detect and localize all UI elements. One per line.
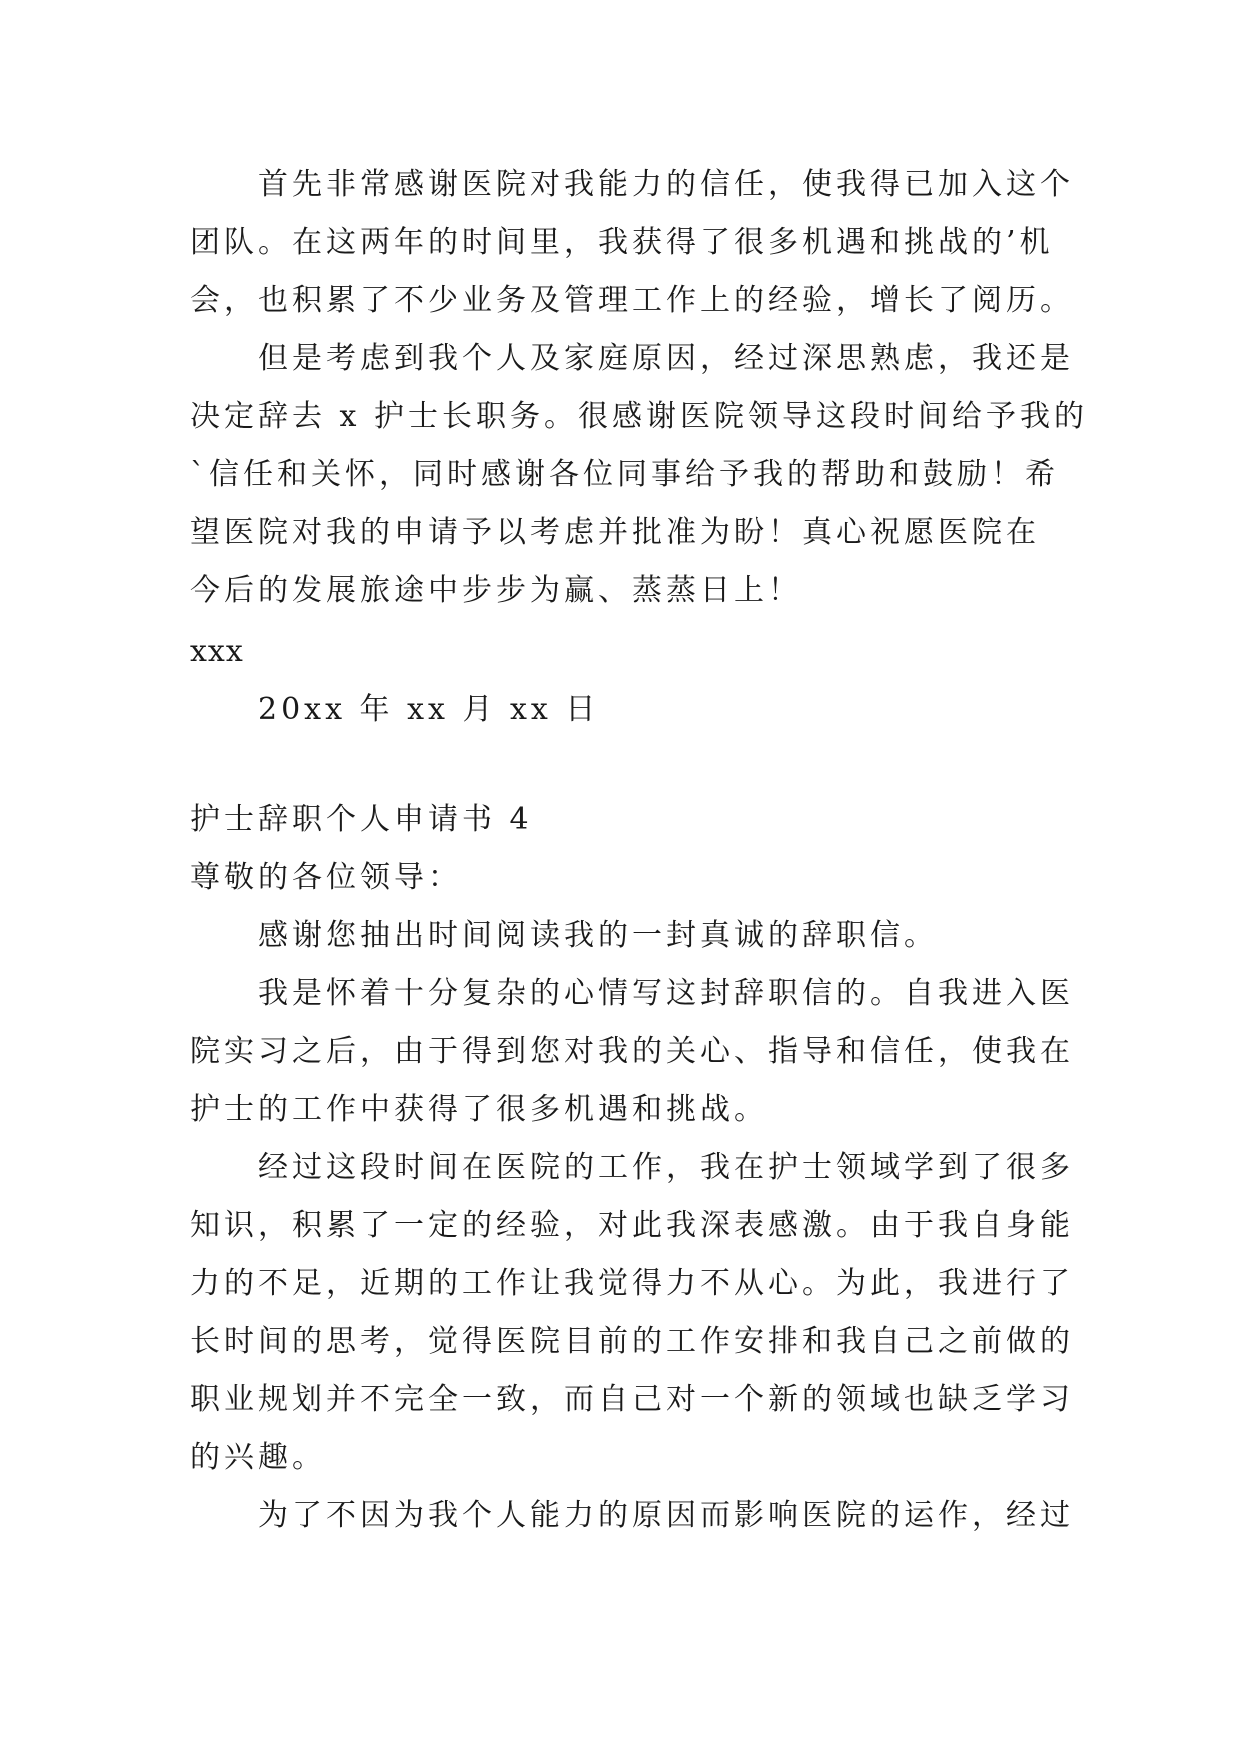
paragraph-line: 知识，积累了一定的经验，对此我深表感激。由于我自身能 <box>190 1208 1074 1243</box>
signature: xxx <box>190 634 244 669</box>
paragraph-line: 护士的工作中获得了很多机遇和挑战。 <box>190 1092 768 1127</box>
paragraph-line: 力的不足，近期的工作让我觉得力不从心。为此，我进行了 <box>190 1266 1074 1301</box>
paragraph-line: 感谢您抽出时间阅读我的一封真诚的辞职信。 <box>258 918 938 953</box>
paragraph-line: 院实习之后，由于得到您对我的关心、指导和信任，使我在 <box>190 1034 1074 1069</box>
paragraph-line: 决定辞去 x 护士长职务。很感谢医院领导这段时间给予我的 <box>190 399 1088 434</box>
paragraph-line: 望医院对我的申请予以考虑并批准为盼！真心祝愿医院在 <box>190 515 1040 550</box>
section-title: 护士辞职个人申请书 4 <box>190 802 533 837</box>
salutation: 尊敬的各位领导： <box>190 860 462 895</box>
paragraph-line: 但是考虑到我个人及家庭原因，经过深思熟虑，我还是 <box>258 341 1074 376</box>
paragraph-line: `信任和关怀，同时感谢各位同事给予我的帮助和鼓励！希 <box>190 457 1059 492</box>
paragraph-line: 经过这段时间在医院的工作，我在护士领域学到了很多 <box>258 1150 1074 1185</box>
paragraph-line: 首先非常感谢医院对我能力的信任，使我得已加入这个 <box>258 167 1074 202</box>
paragraph-line: 今后的发展旅途中步步为赢、蒸蒸日上！ <box>190 573 802 608</box>
date-line: 20xx 年 xx 月 xx 日 <box>258 692 600 727</box>
paragraph-line: 职业规划并不完全一致，而自己对一个新的领域也缺乏学习 <box>190 1382 1074 1417</box>
paragraph-line: 团队。在这两年的时间里，我获得了很多机遇和挑战的’机 <box>190 225 1054 260</box>
paragraph-line: 长时间的思考，觉得医院目前的工作安排和我自己之前做的 <box>190 1324 1074 1359</box>
paragraph-line: 我是怀着十分复杂的心情写这封辞职信的。自我进入医 <box>258 976 1074 1011</box>
paragraph-line: 为了不因为我个人能力的原因而影响医院的运作，经过 <box>258 1498 1074 1533</box>
paragraph-line: 的兴趣。 <box>190 1440 326 1475</box>
paragraph-line: 会，也积累了不少业务及管理工作上的经验，增长了阅历。 <box>190 283 1074 318</box>
